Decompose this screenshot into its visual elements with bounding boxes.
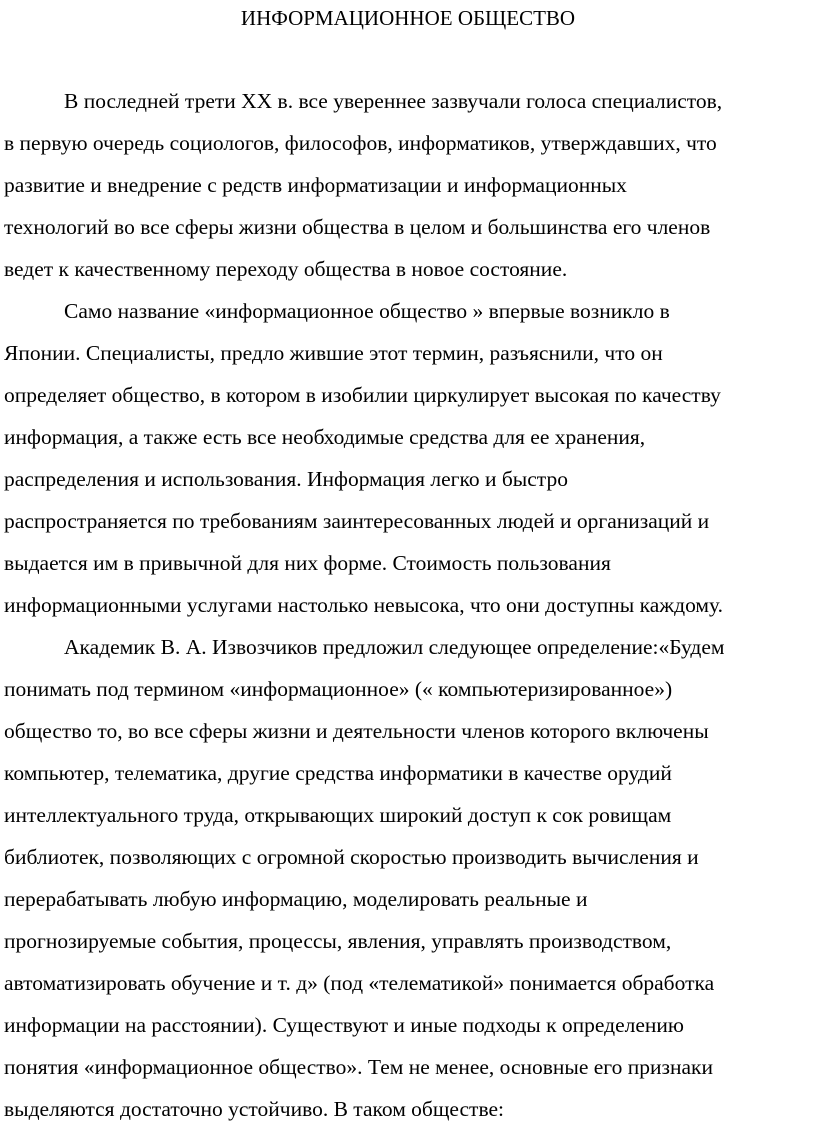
text-line: определяет общество, в котором в изобилии циркулирует высокая по качеству (4, 383, 721, 407)
text-line: ведет к качественному переходу общества в новое состояние. (4, 257, 568, 281)
text-line: Само название «информационное общество » впервые возникло в (64, 299, 670, 323)
text-line: компьютер, телематика, другие средства информатики в качестве орудий (4, 761, 672, 785)
text-line: развитие и внедрение с редств информатизации и информационных (4, 173, 627, 197)
text-line: понятия «информационное общество». Тем не менее, основные его признаки (4, 1055, 713, 1079)
text-line: информации на расстоянии). Существуют и иные подходы к определению (4, 1013, 684, 1037)
text-line: автоматизировать обучение и т. д» (под «телематикой» понимается обработка (4, 971, 715, 995)
text-line: общество то, во все сферы жизни и деятельности членов которого включены (4, 719, 709, 743)
text-line: перерабатывать любую информацию, моделировать реальные и (4, 887, 588, 911)
text-line: информация, а также есть все необходимые средства для ее хранения, (4, 425, 646, 449)
text-line: распространяется по требованиям заинтересованных людей и организаций и (4, 509, 710, 533)
text-line: выдается им в привычной для них форме. Стоимость пользования (4, 551, 611, 575)
text-line: интеллектуального труда, открывающих широкий доступ к сок ровищам (4, 803, 672, 827)
text-line: библиотек, позволяющих с огромной скоростью производить вычисления и (4, 845, 699, 869)
text-line: технологий во все сферы жизни общества в целом и большинства его членов (4, 215, 711, 239)
text-line: распределения и использования. Информация легко и быстро (4, 467, 568, 491)
document-title: ИНФОРМАЦИОННОЕ ОБЩЕСТВО (240, 6, 576, 30)
text-line: информационными услугами настолько невысока, что они доступны каждому. (4, 593, 724, 617)
text-line: В последней трети XX в. все увереннее зазвучали голоса специалистов, (64, 89, 723, 113)
text-line: в первую очередь социологов, философов, информатиков, утверждавших, что (4, 131, 717, 155)
text-line: понимать под термином «информационное» (« компьютеризированное») (4, 677, 673, 701)
text-line: прогнозируемые события, процессы, явления, управлять производством, (4, 929, 672, 953)
text-line: Японии. Специалисты, предло жившие этот термин, разъяснили, что он (4, 341, 663, 365)
text-line: Академик В. А. Извозчиков предложил следующее определение:«Будем (64, 635, 725, 659)
text-line: выделяются достаточно устойчиво. В таком обществе: (4, 1097, 504, 1121)
